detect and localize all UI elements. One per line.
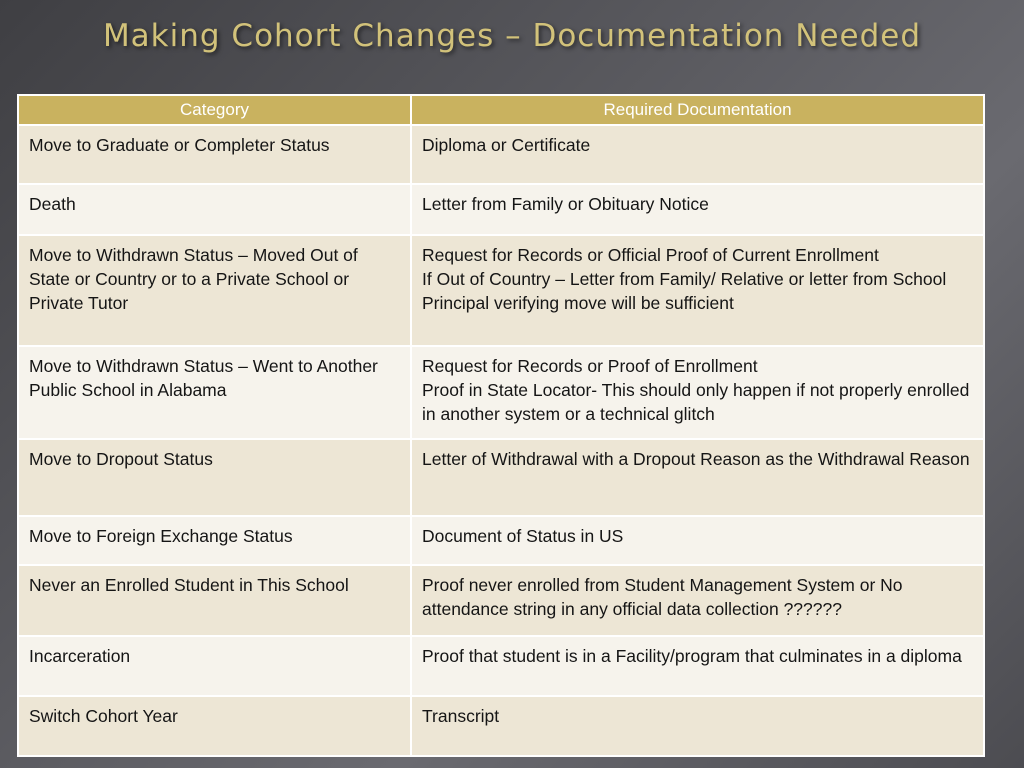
documentation-cell: [411, 516, 984, 565]
documentation-cell: [411, 696, 984, 756]
documentation-cell: [411, 346, 984, 439]
documentation-line: Proof never enrolled from Student Management System or No attendance string in any official data collection ??????: [422, 575, 903, 619]
documentation-line: Letter from Family or Obituary Notice: [422, 194, 709, 214]
table-row: [18, 516, 984, 565]
documentation-line: If Out of Country – Letter from Family/ Relative or letter from School Principal verifying move will be sufficient: [422, 269, 947, 313]
documentation-line: Document of Status in US: [422, 526, 624, 546]
documentation-cell: [411, 125, 984, 184]
documentation-line: Proof that student is in a Facility/program that culminates in a diploma: [422, 646, 962, 666]
documentation-cell: [411, 184, 984, 235]
table-row: [18, 636, 984, 696]
category-cell: Never an Enrolled Student in This School: [18, 565, 411, 636]
category-cell: Incarceration: [18, 636, 411, 696]
table-row: [18, 184, 984, 235]
documentation-line: Request for Records or Official Proof of Current Enrollment: [422, 245, 879, 265]
slide-title: Making Cohort Changes – Documentation Needed: [102, 18, 922, 54]
table-row: [18, 439, 984, 516]
documentation-cell: [411, 636, 984, 696]
documentation-table: [17, 94, 985, 757]
documentation-cell: [411, 439, 984, 516]
category-cell: Move to Withdrawn Status – Moved Out of State or Country or to a Private School or Private Tutor: [18, 235, 411, 346]
table-row: [18, 125, 984, 184]
table-row: [18, 346, 984, 439]
category-cell: Switch Cohort Year: [18, 696, 411, 756]
header-required-documentation: Required Documentation: [411, 95, 984, 125]
documentation-cell: [411, 235, 984, 346]
table-row: [18, 696, 984, 756]
documentation-line: Letter of Withdrawal with a Dropout Reason as the Withdrawal Reason: [422, 449, 970, 469]
header-category: Category: [18, 95, 411, 125]
documentation-line: Proof in State Locator- This should only happen if not properly enrolled in another system or a technical glitch: [422, 380, 970, 424]
category-cell: Move to Foreign Exchange Status: [18, 516, 411, 565]
table-row: [18, 235, 984, 346]
table-row: [18, 565, 984, 636]
table-header-row: [18, 95, 984, 125]
category-cell: Move to Withdrawn Status – Went to Another Public School in Alabama: [18, 346, 411, 439]
category-cell: Death: [18, 184, 411, 235]
documentation-line: Transcript: [422, 706, 500, 726]
documentation-line: Diploma or Certificate: [422, 135, 591, 155]
documentation-line: Request for Records or Proof of Enrollment: [422, 356, 758, 376]
documentation-cell: [411, 565, 984, 636]
category-cell: Move to Dropout Status: [18, 439, 411, 516]
category-cell: Move to Graduate or Completer Status: [18, 125, 411, 184]
